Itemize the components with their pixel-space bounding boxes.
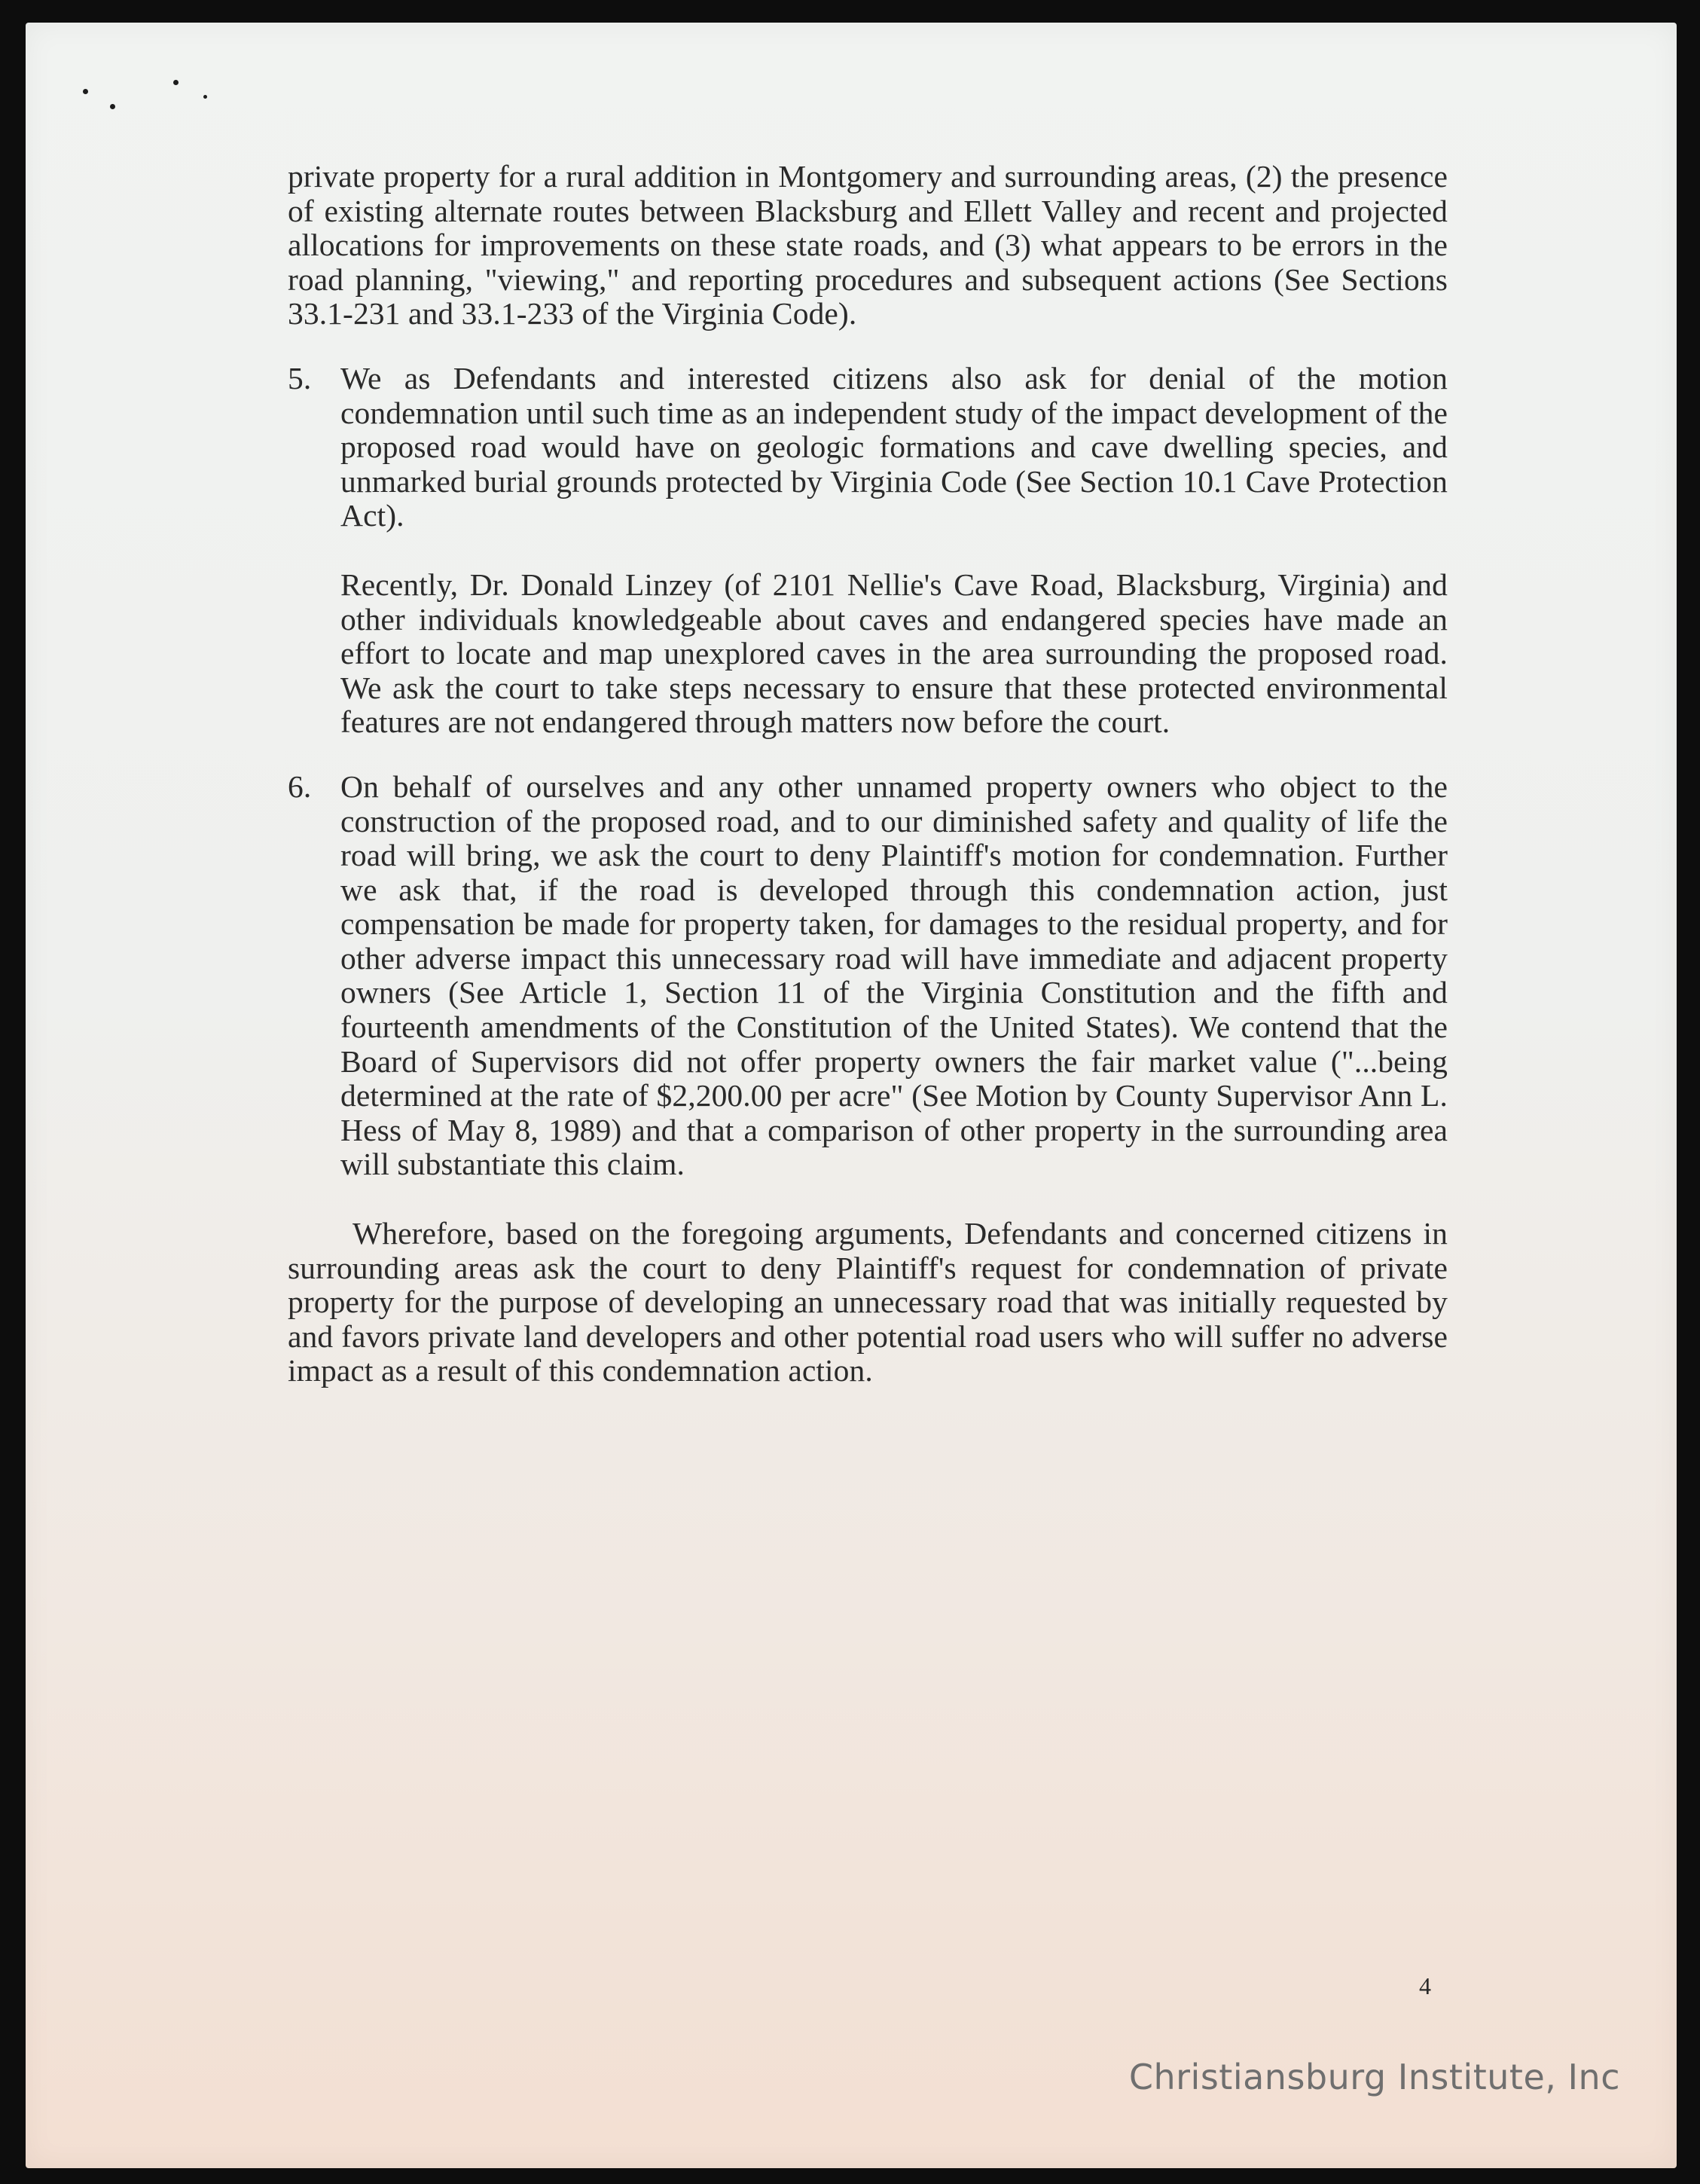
document-body: [288, 160, 1448, 1388]
item-body: [340, 362, 1448, 740]
item-body: [340, 770, 1448, 1182]
item-paragraph: We as Defendants and interested citizens also ask for denial of the motion condemnation until such time as an independent study of the impact development of the proposed road would have on geologic formations and cave dwelling species, and unmarked burial grounds protected by Virginia Code (See Section 10.1 Cave Protection Act).: [340, 360, 1448, 533]
item-paragraph: Recently, Dr. Donald Linzey (of 2101 Nellie's Cave Road, Blacksburg, Virginia) and other individuals knowledgeable about caves and endangered species have made an effort to locate and map unexplored caves in the area surrounding the proposed road. We ask the court to take steps necessary to ensure that these protected environmental features are not endangered through matters now before the court.: [340, 567, 1448, 740]
ink-speck: [203, 95, 207, 99]
conclusion-paragraph: Wherefore, based on the foregoing arguments, Defendants and concerned citizens in surrounding areas ask the court to deny Plaintiff's request for condemnation of private property for the purpose of developing an unnecessary road that was initially requested by and favors private land developers and other potential road users who will suffer no adverse impact as a result of this condemnation action.: [288, 1216, 1448, 1388]
ink-speck: [83, 89, 88, 94]
intro-paragraph: private property for a rural addition in Montgomery and surrounding areas, (2) the presence of existing alternate routes between Blacksburg and Ellett Valley and recent and projected allocations for improvements on these state roads, and (3) what appears to be errors in the road planning, "viewing," and reporting procedures and subsequent actions (See Sections 33.1-231 and 33.1-233 of the Virginia Code).: [288, 159, 1448, 331]
item-number: 5.: [288, 360, 312, 396]
item-paragraph: On behalf of ourselves and any other unnamed property owners who object to the construction of the proposed road, and to our diminished safety and quality of life the road will bring, we ask the court to deny Plaintiff's motion for condemnation. Further we ask that, if the road is developed through this condemnation action, just compensation be made for property taken, for damages to the residual property, and for other adverse impact this unnecessary road will have immediate and adjacent property owners (See Article 1, Section 11 of the Virginia Constitution and the fifth and fourteenth amendments of the Constitution of the United States). We contend that the Board of Supervisors did not offer property owners the fair market value ("...being determined at the rate of $2,200.00 per acre" (See Motion by County Supervisor Ann L. Hess of May 8, 1989) and that a comparison of other property in the surrounding area will substantiate this claim.: [340, 768, 1448, 1182]
numbered-item-5: [288, 362, 1448, 740]
ink-speck: [110, 104, 115, 109]
ink-speck: [173, 80, 179, 85]
numbered-item-6: [288, 770, 1448, 1182]
archive-watermark: Christiansburg Institute, Inc: [1128, 2057, 1620, 2097]
item-number: 6.: [288, 768, 312, 804]
page-number: 4: [1419, 1972, 1431, 1999]
